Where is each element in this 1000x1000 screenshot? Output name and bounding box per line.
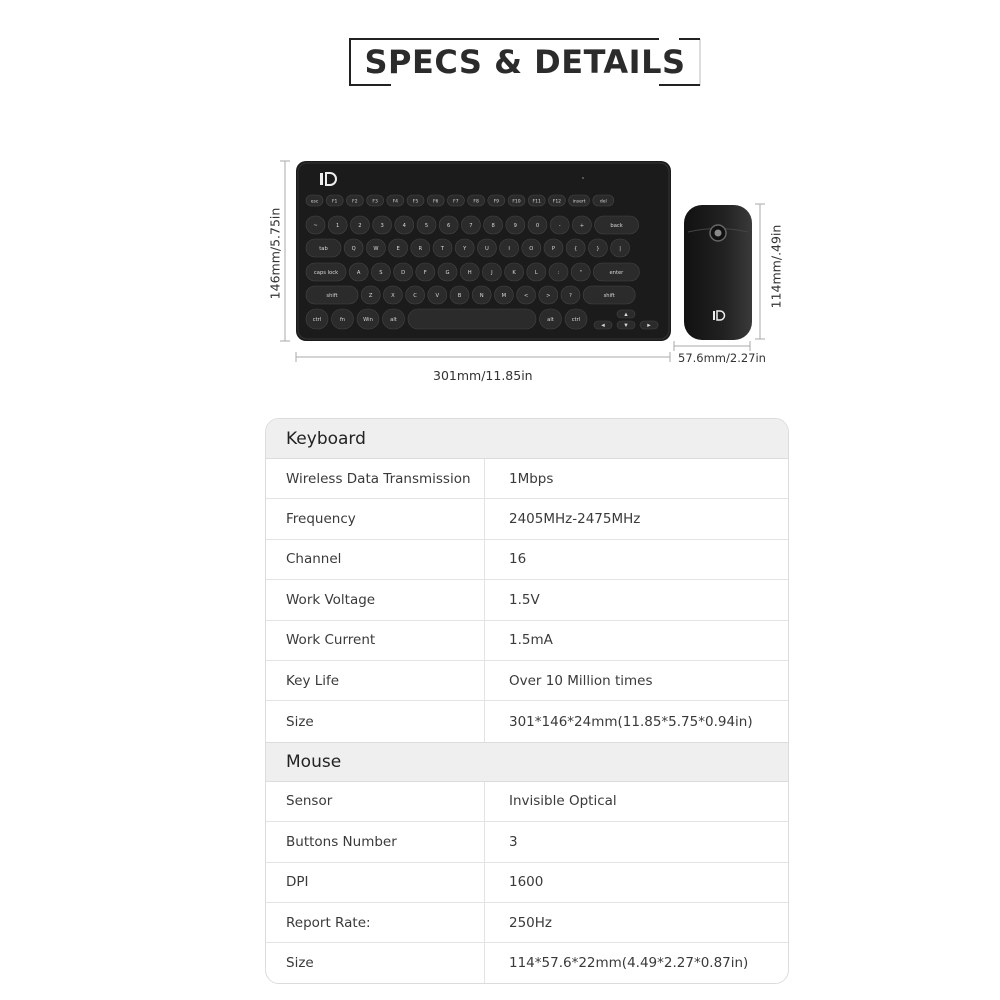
key (488, 195, 505, 206)
mouse-height-dimension (755, 204, 765, 339)
key (482, 263, 501, 281)
key (528, 195, 545, 206)
key (593, 195, 614, 206)
key (566, 239, 585, 257)
key-label: R (418, 246, 423, 252)
key-label: F5 (412, 199, 419, 205)
key (395, 216, 414, 234)
spec-row (266, 701, 788, 741)
key (477, 239, 496, 257)
key (572, 216, 591, 234)
spec-label: Work Voltage (266, 580, 485, 619)
key (411, 239, 430, 257)
spec-row (266, 499, 788, 539)
key-label: 8 (491, 223, 495, 229)
spec-row (266, 540, 788, 580)
key (455, 239, 474, 257)
spec-label: Frequency (266, 499, 485, 538)
key (593, 263, 639, 281)
spec-value: 2405MHz-2475MHz (509, 511, 641, 528)
key-label: > (546, 293, 551, 299)
key (508, 195, 525, 206)
spec-row (266, 580, 788, 620)
key-label: G (445, 270, 450, 276)
spec-row (266, 863, 788, 903)
mouse-body (684, 205, 752, 340)
key-label: O (529, 246, 534, 252)
key (540, 309, 562, 329)
key-label: 0 (535, 223, 540, 229)
key (383, 309, 405, 329)
key (416, 263, 435, 281)
key-label: Q (351, 246, 356, 252)
arrow-key (594, 321, 612, 329)
key (450, 286, 469, 304)
key (306, 195, 323, 206)
key-label: U (484, 246, 489, 252)
key-label: F6 (432, 199, 439, 205)
key (326, 195, 343, 206)
key-label: C (413, 293, 417, 299)
spec-label: Key Life (266, 661, 485, 700)
key (344, 239, 363, 257)
key-label: K (512, 270, 516, 276)
keyboard-width-label: 301mm/11.85in (433, 368, 533, 383)
key (389, 239, 408, 257)
key-label: P (551, 246, 556, 252)
key (539, 286, 558, 304)
key-label: V (435, 293, 440, 299)
svg-text:▼: ▼ (624, 323, 628, 329)
key-label: 2 (358, 223, 362, 229)
key-label: fn (339, 317, 346, 323)
key (595, 216, 639, 234)
key-label: alt (547, 317, 554, 323)
key-label: " (579, 270, 582, 276)
key-label: 6 (447, 223, 451, 229)
spec-label: Size (266, 943, 485, 983)
key (528, 216, 547, 234)
key (433, 239, 452, 257)
key-label: Y (463, 246, 467, 252)
spec-row (266, 903, 788, 943)
key (484, 216, 503, 234)
spec-row (266, 661, 788, 701)
spec-value: Over 10 Million times (509, 672, 653, 689)
section-heading-keyboard: Keyboard (266, 419, 788, 459)
key-label: esc (310, 199, 319, 205)
key-label: F4 (392, 199, 399, 205)
key-label: | (619, 246, 621, 252)
spec-value: 1.5V (509, 591, 540, 608)
keyboard-height-label: 146mm/5.75in (267, 207, 283, 300)
key (371, 263, 390, 281)
spec-value: 1600 (509, 874, 544, 891)
key (407, 195, 424, 206)
key (522, 239, 541, 257)
key-label: W (373, 246, 379, 252)
key-label: shift (326, 293, 338, 299)
mouse-length-label: 114mm/.49in (768, 224, 784, 309)
key-label: ctrl (312, 317, 322, 323)
key-label: F10 (512, 199, 521, 205)
key-label: F (423, 270, 427, 276)
spec-label: Report Rate: (266, 903, 485, 942)
key-label: I (508, 246, 510, 252)
key (349, 263, 368, 281)
spec-row (266, 782, 788, 822)
spec-value: Invisible Optical (509, 793, 617, 810)
key (306, 239, 341, 257)
key (417, 216, 436, 234)
spec-value: 1Mbps (509, 470, 554, 487)
key (438, 263, 457, 281)
key (544, 239, 563, 257)
spec-value: 16 (509, 551, 527, 568)
spec-label: Work Current (266, 621, 485, 660)
key-label: M (501, 293, 507, 299)
key-label: B (457, 293, 462, 299)
key (383, 286, 402, 304)
spec-value: 114*57.6*22mm(4.49*2.27*0.87in) (509, 955, 749, 972)
key-label: { (574, 246, 578, 252)
page-title: SPECS & DETAILS (364, 43, 686, 81)
spec-label: Wireless Data Transmission (266, 459, 485, 498)
key (439, 216, 458, 234)
key-label: : (557, 270, 560, 276)
key (332, 309, 354, 329)
key (361, 286, 380, 304)
section-heading-mouse: Mouse (266, 742, 788, 782)
key (494, 286, 513, 304)
key (428, 286, 447, 304)
key (306, 309, 328, 329)
key (548, 195, 565, 206)
keyboard-width-dimension (296, 352, 670, 362)
arrow-key (617, 310, 635, 318)
key-label: E (396, 246, 400, 252)
key (583, 286, 635, 304)
key-label: L (534, 270, 538, 276)
key-label: back (610, 223, 623, 229)
key (611, 239, 630, 257)
key-label: ctrl (571, 317, 581, 323)
spec-label: Buttons Number (266, 822, 485, 861)
key-label: X (391, 293, 395, 299)
key (306, 263, 346, 281)
product-drawing (0, 0, 1000, 400)
arrow-key (617, 321, 635, 329)
key-label: F8 (473, 199, 479, 205)
spec-value: 301*146*24mm(11.85*5.75*0.94in) (509, 713, 753, 730)
key-label: 3 (380, 223, 384, 229)
key (350, 216, 369, 234)
spec-row (266, 822, 788, 862)
spec-label: Channel (266, 540, 485, 579)
key (550, 216, 569, 234)
key-label: J (491, 270, 493, 276)
key (549, 263, 568, 281)
arrow-key (640, 321, 658, 329)
key (394, 263, 413, 281)
key-label: F3 (372, 199, 378, 205)
key-label: T (440, 246, 445, 252)
key (460, 263, 479, 281)
key (472, 286, 491, 304)
key (427, 195, 444, 206)
specs-table (265, 418, 789, 984)
spec-row (266, 459, 788, 499)
key (357, 309, 379, 329)
key (561, 286, 580, 304)
key (366, 239, 385, 257)
key (506, 216, 525, 234)
key (505, 263, 524, 281)
key (447, 195, 464, 206)
mouse-width-dimension (674, 341, 750, 351)
key-label: tab (319, 246, 328, 252)
key-label: 7 (469, 223, 473, 229)
key-label: enter (609, 270, 624, 276)
key-label: ? (569, 293, 572, 299)
spec-row (266, 943, 788, 983)
key (406, 286, 425, 304)
key (569, 195, 590, 206)
key (461, 216, 480, 234)
key-label: insert (572, 199, 586, 205)
svg-text:▲: ▲ (624, 312, 628, 318)
key-label: shift (603, 293, 615, 299)
key (306, 286, 358, 304)
mouse-spec-rows (266, 782, 788, 984)
key (387, 195, 404, 206)
spec-value: 3 (509, 833, 518, 850)
key-label: N (479, 293, 484, 299)
key-label: F2 (352, 199, 358, 205)
key (408, 309, 536, 329)
svg-text:◀: ◀ (601, 323, 605, 329)
mouse-width-label: 57.6mm/2.27in (678, 351, 766, 365)
key-label: A (356, 270, 361, 276)
key-label: } (596, 246, 600, 252)
key (468, 195, 485, 206)
key-label: 5 (424, 223, 429, 229)
key-label: caps lock (313, 270, 339, 276)
spec-value: 1.5mA (509, 632, 553, 649)
key (571, 263, 590, 281)
key-label: F11 (532, 199, 541, 205)
key-label: del (599, 199, 607, 205)
key-label: Win (363, 317, 373, 323)
product-illustration (0, 0, 1000, 400)
key (588, 239, 607, 257)
key (328, 216, 347, 234)
key-label: F1 (331, 199, 338, 205)
key-label: alt (390, 317, 397, 323)
keyboard-spec-rows (266, 459, 788, 742)
key-label: F9 (493, 199, 500, 205)
svg-text:▶: ▶ (647, 323, 651, 329)
spec-label: Size (266, 701, 485, 741)
key (565, 309, 587, 329)
key (500, 239, 519, 257)
key-label: F12 (552, 199, 562, 205)
key-label: < (523, 293, 529, 299)
key (306, 216, 325, 234)
key (367, 195, 384, 206)
key (517, 286, 536, 304)
key-label: - (558, 223, 561, 229)
key (527, 263, 546, 281)
key-label: 1 (336, 223, 340, 229)
spec-label: Sensor (266, 782, 485, 821)
key-label: 9 (513, 223, 517, 229)
key-label: Z (368, 293, 373, 299)
key (373, 216, 392, 234)
spec-label: DPI (266, 863, 485, 902)
spec-value: 250Hz (509, 914, 553, 931)
key-label: H (467, 270, 472, 276)
spec-row (266, 621, 788, 661)
key-label: F7 (453, 199, 459, 205)
key-label: S (379, 270, 383, 276)
key (346, 195, 363, 206)
key-label: ~ (313, 223, 318, 229)
key-label: 4 (402, 223, 406, 229)
key-label: + (579, 223, 585, 229)
key-label: D (401, 270, 406, 276)
